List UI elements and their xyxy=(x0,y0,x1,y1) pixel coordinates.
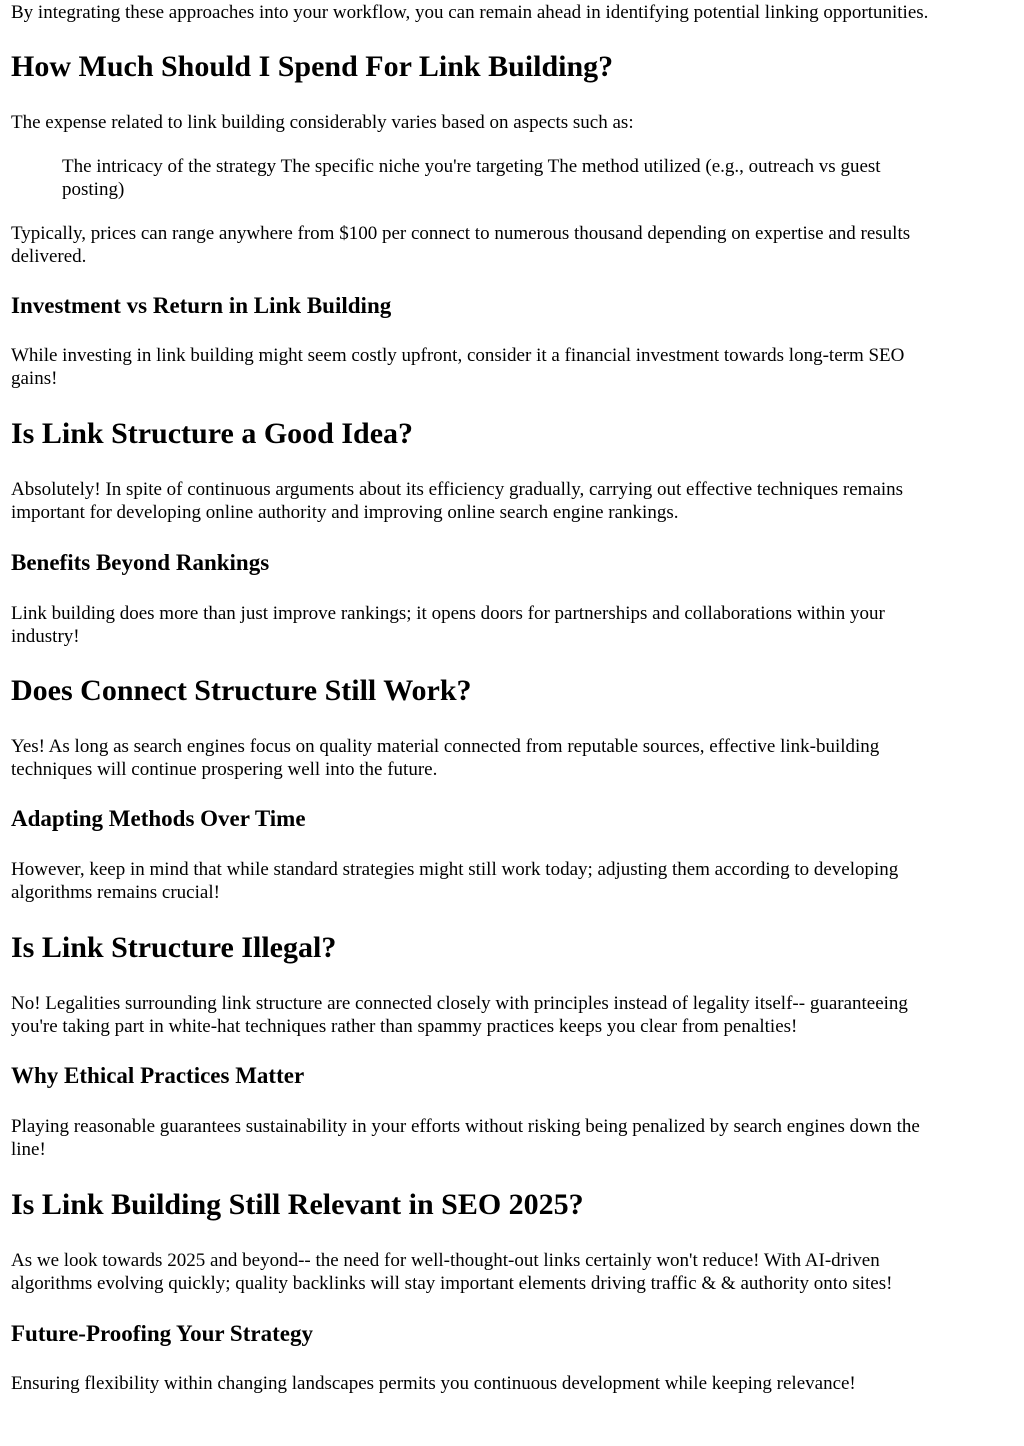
intro-paragraph-end: By integrating these approaches into your workflow, you can remain ahead in identifying potential linking opportunities. xyxy=(11,2,929,23)
heading-spend: How Much Should I Spend For Link Building? xyxy=(11,50,614,83)
paragraph-still-work xyxy=(11,735,879,781)
paragraph-line: gains! xyxy=(11,368,58,389)
heading-still-work: Does Connect Structure Still Work? xyxy=(11,674,472,707)
paragraph-line: line! xyxy=(11,1139,46,1160)
paragraph-line: Link building does more than just improve rankings; it opens doors for partnerships and collaborations within your xyxy=(11,603,885,624)
paragraph-line: algorithms evolving quickly; quality backlinks will stay important elements driving traffic & & authority onto sites! xyxy=(11,1273,893,1294)
paragraph-adapting xyxy=(11,858,898,904)
paragraph-relevant xyxy=(11,1249,892,1295)
heading-good-idea: Is Link Structure a Good Idea? xyxy=(11,417,414,450)
paragraph-line: However, keep in mind that while standard strategies might still work today; adjusting them according to developing xyxy=(11,859,899,880)
heading-future: Future-Proofing Your Strategy xyxy=(11,1321,313,1346)
paragraph-line: Playing reasonable guarantees sustainability in your efforts without risking being penalized by search engines down the xyxy=(11,1116,920,1137)
paragraph-line: you're taking part in white-hat techniques rather than spammy practices keeps you clear from penalties! xyxy=(11,1016,798,1037)
paragraph-spend: The expense related to link building considerably varies based on aspects such as: xyxy=(11,112,634,133)
heading-adapting: Adapting Methods Over Time xyxy=(11,806,306,831)
paragraph-prices xyxy=(11,222,910,268)
heading-ethical: Why Ethical Practices Matter xyxy=(11,1063,305,1088)
paragraph-line: Yes! As long as search engines focus on quality material connected from reputable sources, effective link-building xyxy=(11,736,880,757)
paragraph-line: industry! xyxy=(11,626,80,647)
blockquote-line: posting) xyxy=(62,179,125,200)
paragraph-line: No! Legalities surrounding link structure are connected closely with principles instead of legality itself-- guaranteeing xyxy=(11,993,908,1014)
paragraph-benefits xyxy=(11,602,885,648)
paragraph-line: delivered. xyxy=(11,246,87,267)
paragraph-line: While investing in link building might seem costly upfront, consider it a financial investment towards long-term SEO xyxy=(11,345,905,366)
paragraph-line: Absolutely! In spite of continuous arguments about its efficiency gradually, carrying out effective techniques remains xyxy=(11,479,904,500)
heading-benefits: Benefits Beyond Rankings xyxy=(11,550,270,575)
paragraph-illegal xyxy=(11,992,908,1038)
paragraph-ethical xyxy=(11,1115,920,1161)
paragraph-investment xyxy=(11,344,904,390)
paragraph-line: techniques will continue prospering well into the future. xyxy=(11,759,438,780)
heading-illegal: Is Link Structure Illegal? xyxy=(11,931,337,964)
paragraph-line: important for developing online authority and improving online search engine rankings. xyxy=(11,502,679,523)
paragraph-future: Ensuring flexibility within changing landscapes permits you continuous development while keeping relevance! xyxy=(11,1373,856,1394)
heading-relevant: Is Link Building Still Relevant in SEO 2025? xyxy=(11,1188,584,1221)
heading-investment: Investment vs Return in Link Building xyxy=(11,293,392,318)
blockquote-factors xyxy=(62,155,881,201)
paragraph-line: algorithms remains crucial! xyxy=(11,882,220,903)
paragraph-line: Typically, prices can range anywhere from $100 per connect to numerous thousand depending on expertise and results xyxy=(11,223,911,244)
paragraph-good-idea xyxy=(11,478,903,524)
blockquote-line: The intricacy of the strategy The specific niche you're targeting The method utilized (e.g., outreach vs guest xyxy=(62,156,881,177)
paragraph-line: As we look towards 2025 and beyond-- the need for well-thought-out links certainly won't reduce! With AI-driven xyxy=(11,1250,880,1271)
